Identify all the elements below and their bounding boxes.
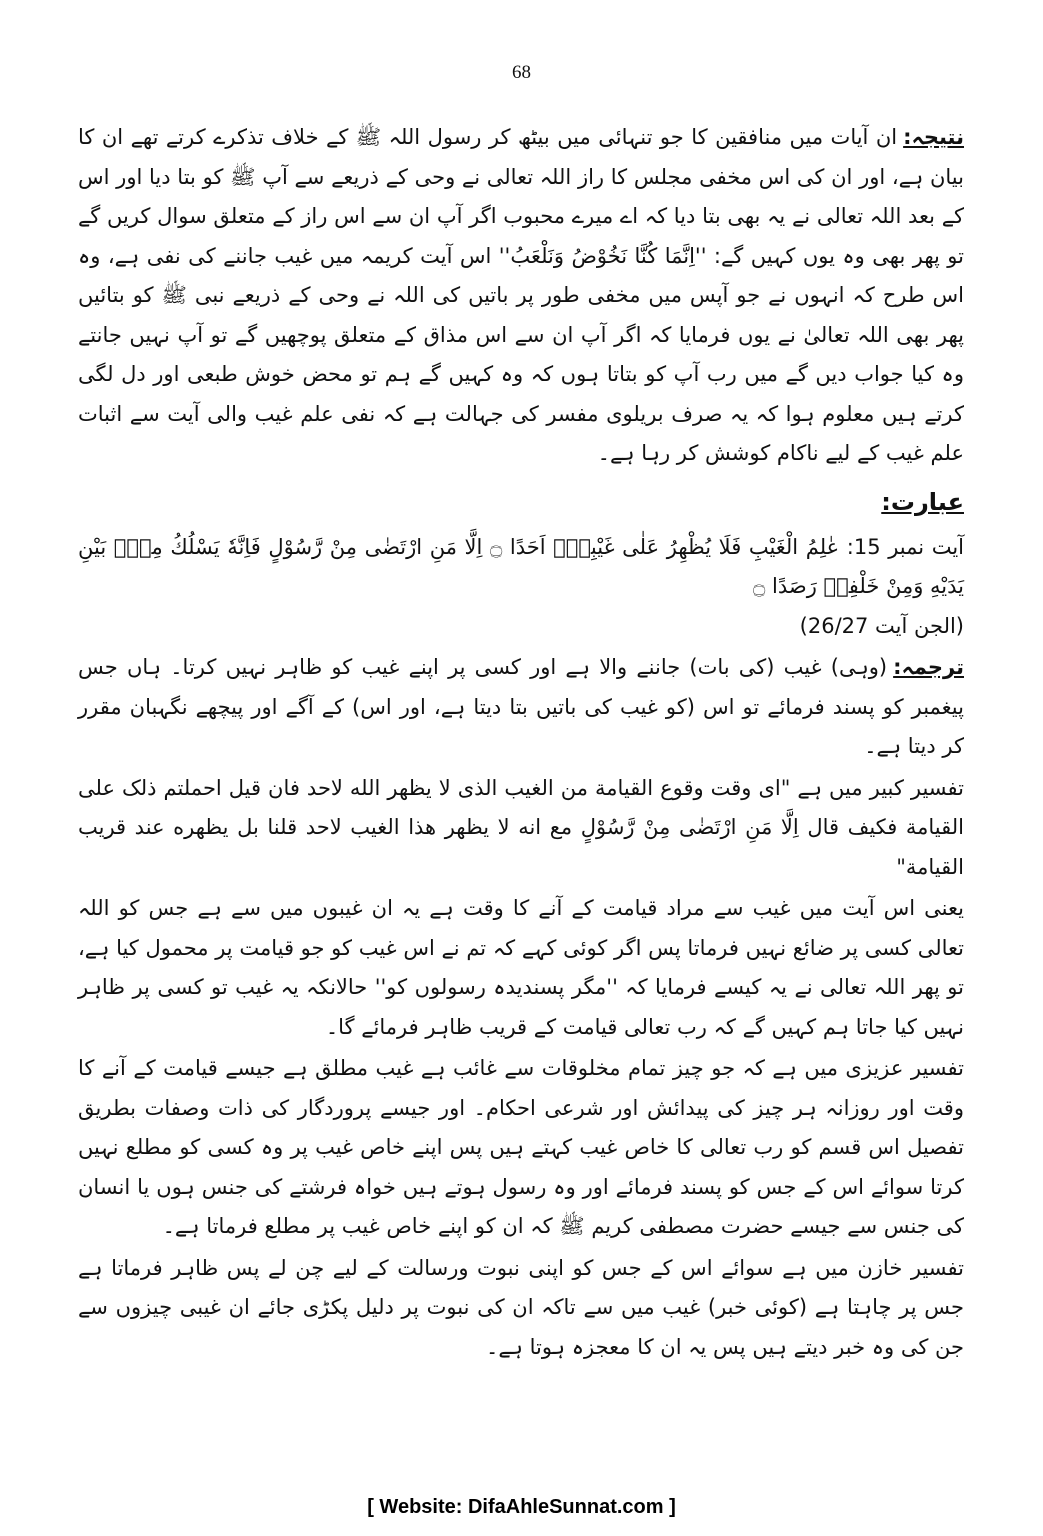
tarjuma-paragraph [78,648,964,767]
page-content [78,118,964,1369]
tafseer-azizi-paragraph: تفسیر عزیزی میں ہے کہ جو چیز تمام مخلوقات سے غائب ہے غیب مطلق ہے جیسے قیامت کے آنے کا وقت اور روزانہ ہر چیز کی پیدائش اور شرعی احکام۔ اور جیسے پروردگار کی ذات وصفات بطریق تفصیل اس قسم کو رب تعالی کا خاص غیب کہتے ہیں پس اپنے خاص غیب پر وہ کسی کو مطلع نہیں کرتا سوائے اس کے جس کو پسند فرمائے اور وہ رسول ہوتے ہیں خواہ فرشتے کی جنس ہوں یا انسان کی جنس سے جیسے حضرت مصطفی کریم ﷺ کہ ان کو اپنے خاص غیب پر مطلع فرماتا ہے۔ [78,1056,964,1238]
website-footer: [ Website: DifaAhleSunnat.com ] [367,1496,676,1518]
ayat-reference: (الجن آیت 26/27) [799,613,964,638]
natija-label: نتیجہ: [903,125,964,149]
page-number: 68 [512,62,531,83]
natija-paragraph [78,118,964,474]
tafseer-kabir-paragraph [78,769,964,888]
ayat-label: آیت نمبر 15: [846,534,964,559]
ayat-paragraph [78,528,964,647]
tafseer-kabir-lead: تفسیر کبیر میں ہے [797,775,964,800]
tafseer-kabir-quote: "ای وقت وقوع القیامة من الغیب الذی لا یظهر الله لاحد فان قیل احملتم ذلک علی القیامة فکیف قال اِلَّا مَنِ ارْتَضٰى مِنْ رَّسُوْلٍ مع انه لا یظهر هذا الغیب لاحد قلنا بل یظهره عند قریب القیامة" [78,775,964,879]
tarjuma-label: ترجمہ: [893,655,964,679]
yani-paragraph: یعنی اس آیت میں غیب سے مراد قیامت کے آنے کا وقت ہے یہ ان غیبوں میں سے ہے جس کو اللہ تعالی کسی پر ضائع نہیں فرماتا پس اگر کوئی کہے کہ تم نے اس غیب کو جو قیامت پر محمول کیا ہے، تو پھر اللہ تعالی نے یہ کیسے فرمایا کہ ''مگر پسندیدہ رسولوں کو'' حالانکہ یہ غیب تو کسی پر ظاہر نہیں کیا جاتا ہم کہیں گے کہ رب تعالی قیامت کے قریب ظاہر فرمائے گا۔ [78,896,964,1039]
tafseer-khazin-paragraph: تفسیر خازن میں ہے سوائے اس کے جس کو اپنی نبوت ورسالت کے لیے چن لے پس ظاہر فرماتا ہے جس پر چاہتا ہے (کوئی خبر) غیب میں سے تاکہ ان کی نبوت پر دلیل پکڑی جائے ان غیبی چیزوں سے جن کی وہ خبر دیتے ہیں پس یہ ان کا معجزہ ہوتا ہے۔ [78,1255,964,1359]
natija-text: ان آیات میں منافقین کا جو تنہائی میں بیٹھ کر رسول اللہ ﷺ کے خلاف تذکرے کرتے تھے ان کا بیان ہے، اور ان کی اس مخفی مجلس کا راز اللہ تعالی نے وحی کے ذریعے سے آپ ﷺ کو بتا دیا اور اس کے بعد اللہ تعالی نے یہ بھی بتا دیا کہ اے میرے محبوب اگر آپ ان سے اس راز کے متعلق سوال کریں گے تو پھر بھی وہ یوں کہیں گے: ''اِنَّمَا كُنَّا نَخُوْضُ وَنَلْعَبُ'' اس آیت کریمہ میں غیب جاننے کی نفی ہے، وہ اس طرح کہ انہوں نے جو آپس میں مخفی طور پر باتیں کی اللہ نے وحی کے ذریعے نبی ﷺ کو بتائیں پھر بھی اللہ تعالیٰ نے یوں فرمایا کہ اگر آپ ان سے اس مذاق کے متعلق پوچھیں گے تو آپ نہیں جانتے وہ کیا جواب دیں گے میں رب آپ کو بتاتا ہوں کہ وہ کہیں گے ہم تو محض خوش طبعی اور دل لگی کرتے ہیں معلوم ہوا کہ یہ صرف بریلوی مفسر کی جہالت ہے کہ نفی علم غیب والی آیت سے اثبات علم غیب کے لیے ناکام کوشش کر رہا ہے۔ [78,125,965,465]
tarjuma-text: (وہی) غیب (کی بات) جاننے والا ہے اور کسی پر اپنے غیب کو ظاہر نہیں کرتا۔ ہاں جس پیغمبر کو پسند فرمائے تو اس (کو غیب کی باتیں بتا دیتا ہے، اور اس) کے آگے اور پیچھے نگہبان مقرر کر دیتا ہے۔ [78,655,964,758]
ibarat-heading: عبارت: [881,487,964,516]
ayat-text: عٰلِمُ الْغَيْبِ فَلَا يُظْهِرُ عَلٰى غَيْبِهٖٓ اَحَدًا ۝ اِلَّا مَنِ ارْتَضٰى مِنْ رَّسُوْلٍ فَاِنَّهٗ يَسْلُكُ مِنْۢ بَيْنِ يَدَيْهِ وَمِنْ خَلْفِهٖ رَصَدًا ۝ [78,534,964,598]
